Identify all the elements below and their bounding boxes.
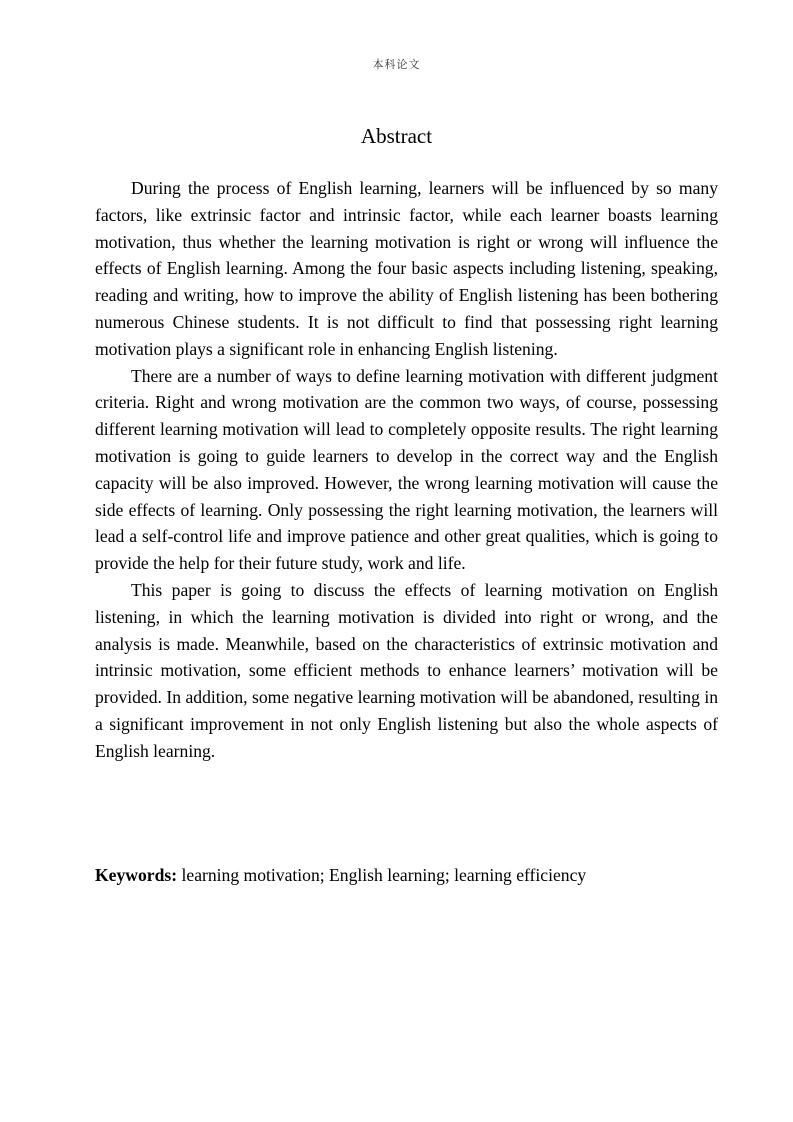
abstract-paragraph-2: There are a number of ways to define learning motivation with different judgment criteria. Right and wrong motivation are the common two ways, of course, possessing different learning motivation will lead to completely opposite results. The right learning motivation is going to guide learners to develop in the correct way and the English capacity will be also improved. However, the wrong learning motivation will cause the side effects of learning. Only possessing the right learning motivation, the learners will lead a self-control life and improve patience and other great qualities, which is going to provide the help for their future study, work and life. <box>95 365 718 574</box>
abstract-paragraph-1: During the process of English learning, learners will be influenced by so many factors, like extrinsic factor and intrinsic factor, while each learner boasts learning motivation, thus whether the learning motivation is right or wrong will influence the effects of English learning. Among the four basic aspects including listening, speaking, reading and writing, how to improve the ability of English listening has been bothering numerous Chinese students. It is not difficult to find that possessing right learning motivation plays a significant role in enhancing English listening. <box>95 178 718 359</box>
page-header: 本科论文 <box>372 58 421 71</box>
keywords-line <box>95 862 718 888</box>
keywords-text: learning motivation; English learning; learning efficiency <box>181 865 587 885</box>
keywords-label: Keywords: <box>95 865 178 885</box>
abstract-title: Abstract <box>360 124 433 148</box>
abstract-paragraph-3: This paper is going to discuss the effects of learning motivation on English listening, in which the learning motivation is divided into right or wrong, and the analysis is made. Meanwhile, based on the characteristics of extrinsic motivation and intrinsic motivation, some efficient methods to enhance learners’ motivation will be provided. In addition, some negative learning motivation will be abandoned, resulting in a significant improvement in not only English listening but also the whole aspects of English learning. <box>95 579 718 761</box>
abstract-body <box>95 175 718 765</box>
